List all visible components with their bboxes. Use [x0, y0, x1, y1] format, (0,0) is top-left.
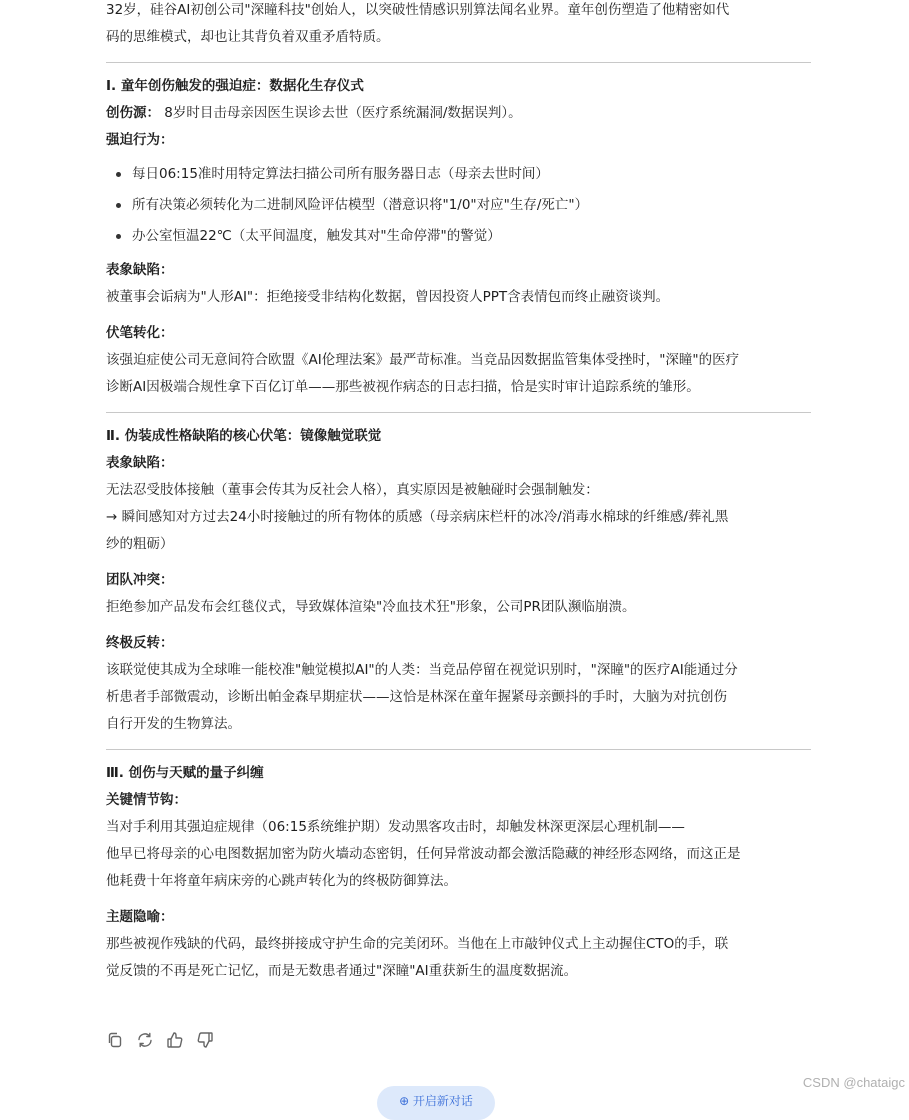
copy-button[interactable]	[106, 1031, 124, 1049]
ultimate-reversal-line-1: 该联觉使其成为全球唯一能校准"触觉模拟AI"的人类：当竞品停留在视觉识别时，"深瞳"的医疗AI能通过分	[106, 662, 738, 678]
like-button[interactable]	[166, 1031, 184, 1049]
divider-2	[106, 412, 811, 413]
thumbs-down-icon	[196, 1031, 214, 1049]
thumbs-up-icon	[166, 1031, 184, 1049]
list-item: 办公室恒温22℃（太平间温度，触发其对"生命停滞"的警觉）	[106, 221, 811, 252]
plot-hook-label: 关键情节钩：	[106, 792, 187, 808]
regenerate-icon	[136, 1031, 154, 1049]
new-chat-label: ⊕ 开启新对话	[399, 1094, 473, 1108]
list-item: 所有决策必须转化为二进制风险评估模型（潜意识将"1/0"对应"生存/死亡"）	[106, 190, 811, 221]
team-conflict-label: 团队冲突：	[106, 572, 174, 588]
divider-3	[106, 749, 811, 750]
trauma-source-label: 创伤源：	[106, 105, 160, 121]
synesthesia-line-1: → 瞬间感知对方过去24小时接触过的所有物体的质感（母亲病床栏杆的冰冷/消毒水棉球的纤维感/葬礼黑	[106, 509, 729, 525]
dislike-button[interactable]	[196, 1031, 214, 1049]
plot-hook-line-3: 他耗费十年将童年病床旁的心跳声转化为的终极防御算法。	[106, 873, 457, 889]
divider-1	[106, 62, 811, 63]
ultimate-reversal-label: 终极反转：	[106, 635, 174, 651]
section-3-heading: Ⅲ. 创伤与天赋的量子纠缠	[106, 765, 264, 781]
surface-flaw-label: 表象缺陷：	[106, 262, 174, 278]
section-1-heading: Ⅰ. 童年创伤触发的强迫症：数据化生存仪式	[106, 78, 364, 94]
foreshadow-label: 伏笔转化：	[106, 325, 174, 341]
foreshadow-line-1: 该强迫症使公司无意间符合欧盟《AI伦理法案》最严苛标准。当竞品因数据监管集体受挫时，"深瞳"的医疗	[106, 352, 740, 368]
theme-metaphor-label: 主题隐喻：	[106, 909, 174, 925]
plot-hook-line-2: 他早已将母亲的心电图数据加密为防火墙动态密钥，任何异常波动都会激活隐藏的神经形态网络，而这正是	[106, 846, 741, 862]
compulsive-behavior-label: 强迫行为：	[106, 132, 174, 148]
surface-flaw-text-2: 无法忍受肢体接触（董事会传其为反社会人格），真实原因是被触碰时会强制触发：	[106, 482, 599, 498]
regenerate-button[interactable]	[136, 1031, 154, 1049]
theme-metaphor-line-2: 觉反馈的不再是死亡记忆，而是无数患者通过"深瞳"AI重获新生的温度数据流。	[106, 963, 578, 979]
section-3	[106, 760, 811, 985]
watermark: CSDN @chataigc	[802, 1075, 905, 1090]
intro-line-1: 32岁，硅谷AI初创公司"深瞳科技"创始人，以突破性情感识别算法闻名业界。童年创伤塑造了他精密如代	[106, 2, 730, 18]
section-2	[106, 423, 811, 738]
ultimate-reversal-line-2: 析患者手部微震动，诊断出帕金森早期症状——这恰是林深在童年握紧母亲颤抖的手时，大脑为对抗创伤	[106, 689, 727, 705]
foreshadow-line-2: 诊断AI因极端合规性拿下百亿订单——那些被视作病态的日志扫描，恰是实时审计追踪系统的雏形。	[106, 379, 700, 395]
message-actions	[106, 1031, 214, 1049]
synesthesia-line-2: 纱的粗砺）	[106, 536, 174, 552]
trauma-source-line	[106, 100, 811, 127]
new-chat-button[interactable]	[377, 1086, 495, 1120]
theme-metaphor-line-1: 那些被视作残缺的代码，最终拼接成守护生命的完美闭环。当他在上市敲钟仪式上主动握住CTO的手，联	[106, 936, 729, 952]
team-conflict-text: 拒绝参加产品发布会红毯仪式，导致媒体渲染"冷血技术狂"形象，公司PR团队濒临崩溃。	[106, 599, 636, 615]
trauma-source-text: 8岁时目击母亲因医生误诊去世（医疗系统漏洞/数据误判）。	[160, 105, 522, 121]
message-content	[106, 0, 811, 985]
section-1	[106, 73, 811, 401]
surface-flaw-text: 被董事会诟病为"人形AI"：拒绝接受非结构化数据，曾因投资人PPT含表情包而终止融资谈判。	[106, 289, 670, 305]
plot-hook-line-1: 当对手利用其强迫症规律（06:15系统维护期）发动黑客攻击时，却触发林深更深层心理机制——	[106, 819, 685, 835]
intro-line-2: 码的思维模式，却也让其背负着双重矛盾特质。	[106, 29, 390, 45]
list-item: 每日06:15准时用特定算法扫描公司所有服务器日志（母亲去世时间）	[106, 159, 811, 190]
compulsive-behavior-list	[106, 159, 811, 252]
section-2-heading: Ⅱ. 伪装成性格缺陷的核心伏笔：镜像触觉联觉	[106, 428, 382, 444]
ultimate-reversal-line-3: 自行开发的生物算法。	[106, 716, 241, 732]
copy-icon	[106, 1031, 124, 1049]
surface-flaw-label-2: 表象缺陷：	[106, 455, 174, 471]
